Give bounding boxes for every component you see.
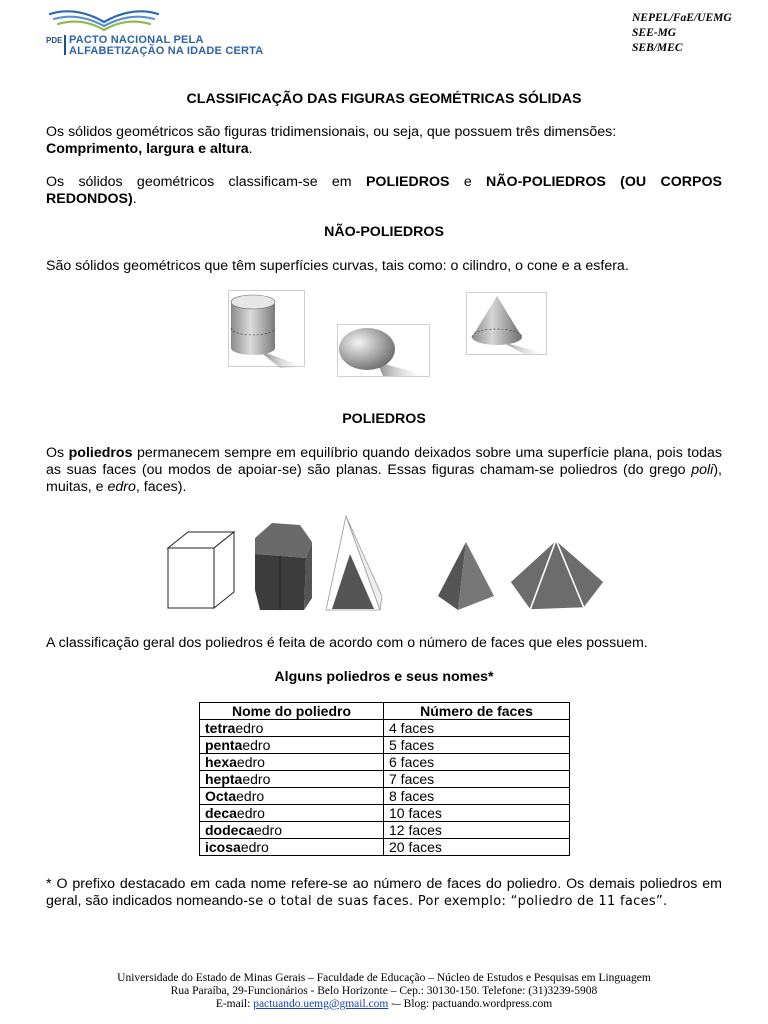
poliedro-name-cell xyxy=(200,720,384,737)
classify-text: e xyxy=(449,174,487,190)
page-footer xyxy=(0,972,768,1011)
table-header-row xyxy=(200,703,570,720)
poliedro-name-cell xyxy=(200,737,384,754)
header-line: SEB/MEC xyxy=(632,42,683,54)
square-pyramid-icon xyxy=(436,540,496,612)
heading-text: POLIEDROS xyxy=(342,411,426,427)
poliedro-name-cell xyxy=(200,788,384,805)
email-label: E-mail: xyxy=(215,998,254,1010)
logo-line-2: ALFABETIZAÇÃO NA IDADE CERTA xyxy=(69,45,264,57)
prefix: hexa xyxy=(205,754,237,770)
logo-divider xyxy=(64,35,66,55)
faces-cell: 12 faces xyxy=(384,822,570,839)
text-bold: poliedros xyxy=(68,445,133,461)
table-row xyxy=(200,788,570,805)
triangular-pyramid-icon xyxy=(322,514,384,612)
text: , faces). xyxy=(135,479,187,495)
caption-text: Alguns poliedros e seus nomes* xyxy=(274,669,494,685)
classification-text: A classificação geral dos poliedros é feita de acordo com o número de faces que eles possuem. xyxy=(46,635,648,651)
poliedro-name-cell xyxy=(200,822,384,839)
classify-bold-1: POLIEDROS xyxy=(365,174,450,190)
nao-poliedros-text: São sólidos geométricos que têm superfícies curvas, tais como: o cilindro, o cone e a esfera. xyxy=(46,258,629,274)
classify-paragraph xyxy=(46,174,722,208)
footnote xyxy=(46,876,722,910)
prefix: hepta xyxy=(205,771,243,787)
column-header: Número de faces xyxy=(384,703,570,720)
faces-cell: 5 faces xyxy=(384,737,570,754)
faces-cell: 4 faces xyxy=(384,720,570,737)
header-line: NEPEL/FaE/UEMG xyxy=(632,12,732,24)
section-heading-poliedros xyxy=(46,411,722,428)
text-italic: poli xyxy=(691,462,714,478)
cube-icon xyxy=(166,530,250,610)
sphere-icon xyxy=(337,324,431,378)
poliedro-name-cell xyxy=(200,839,384,856)
poliedros-table xyxy=(199,702,570,856)
pentagonal-prism-icon xyxy=(252,520,316,612)
section-heading-nao-poliedros xyxy=(46,224,722,241)
table-row xyxy=(200,720,570,737)
classify-text: Os sólidos geométricos classificam-se em xyxy=(46,174,366,190)
suffix: edro xyxy=(236,754,265,770)
page-title-text: CLASSIFICAÇÃO DAS FIGURAS GEOMÉTRICAS SÓLIDAS xyxy=(186,91,582,107)
suffix: edro xyxy=(235,720,264,736)
classify-bold-2: NÃO-POLIEDROS (OU CORPOS REDONDOS) xyxy=(46,174,722,207)
suffix: edro xyxy=(242,771,271,787)
cylinder-icon xyxy=(228,290,310,370)
column-header: Nome do poliedro xyxy=(200,703,384,720)
suffix: edro xyxy=(236,788,265,804)
footer-line: Rua Paraíba, 29-Funcionários - Belo Horizonte – Cep.: 30130-150. Telefone: (31)3239-5908 xyxy=(170,985,598,997)
header-institutions xyxy=(632,11,732,56)
table-row xyxy=(200,839,570,856)
footnote-text-2: -se o total de suas faces. Por exemplo: “poliedro de 11 faces”. xyxy=(243,894,668,909)
suffix: edro xyxy=(236,805,265,821)
blog-text: -– Blog: pactuando.wordpress.com xyxy=(388,998,553,1010)
intro-end: . xyxy=(248,141,253,157)
cone-icon xyxy=(466,292,548,356)
faces-cell: 10 faces xyxy=(384,805,570,822)
prefix: dodeca xyxy=(205,822,255,838)
table-row xyxy=(200,754,570,771)
table-row xyxy=(200,822,570,839)
logo-line-1: PACTO NACIONAL PELA xyxy=(69,34,204,46)
classify-end: . xyxy=(132,191,137,207)
faces-cell: 7 faces xyxy=(384,771,570,788)
suffix: edro xyxy=(242,737,271,753)
table-row xyxy=(200,805,570,822)
poliedro-name-cell xyxy=(200,754,384,771)
table-row xyxy=(200,771,570,788)
header-line: SEE-MG xyxy=(632,27,677,39)
footnote-text: * O prefixo destacado em cada nome refere-se ao número de faces do poliedro. Os demais poliedros em geral, são indicados nomeando xyxy=(46,876,722,909)
faces-cell: 8 faces xyxy=(384,788,570,805)
faces-cell: 20 faces xyxy=(384,839,570,856)
poliedros-paragraph xyxy=(46,445,722,496)
page-title xyxy=(46,91,722,108)
poliedro-name-cell xyxy=(200,771,384,788)
table-caption xyxy=(46,669,722,686)
intro-paragraph xyxy=(46,124,722,158)
logo-prefix: PDE xyxy=(46,36,63,45)
suffix: edro xyxy=(240,839,269,855)
poliedro-name-cell xyxy=(200,805,384,822)
text: permanecem sempre em equilíbrio quando deixados sobre uma superfície plana, pois todas as suas faces (ou modos de apoiar-se) são planas. Essas figuras chamam-se poliedros (do grego xyxy=(46,445,723,478)
prefix: tetra xyxy=(205,720,236,736)
intro-bold: Comprimento, largura e altura xyxy=(46,141,249,157)
prefix: penta xyxy=(205,737,243,753)
suffix: edro xyxy=(254,822,283,838)
text: ), muitas, e xyxy=(46,462,722,495)
table-row xyxy=(200,737,570,754)
faces-cell: 6 faces xyxy=(384,754,570,771)
pentagonal-pyramid-icon xyxy=(508,538,606,614)
footer-contact xyxy=(0,998,768,1011)
footer-line: Universidade do Estado de Minas Gerais – Faculdade de Educação – Núcleo de Estudos e Pesquisas em Linguagem xyxy=(117,972,651,984)
prefix: icosa xyxy=(205,839,241,855)
text-italic: edro xyxy=(107,479,136,495)
prefix: Octa xyxy=(205,788,237,804)
text: Os xyxy=(46,445,69,461)
heading-text: NÃO-POLIEDROS xyxy=(324,224,444,240)
prefix: deca xyxy=(205,805,237,821)
email-link[interactable]: pactuando.uemg@gmail.com xyxy=(253,998,389,1010)
intro-text: Os sólidos geométricos são figuras tridimensionais, ou seja, que possuem três dimensões: xyxy=(46,124,617,140)
